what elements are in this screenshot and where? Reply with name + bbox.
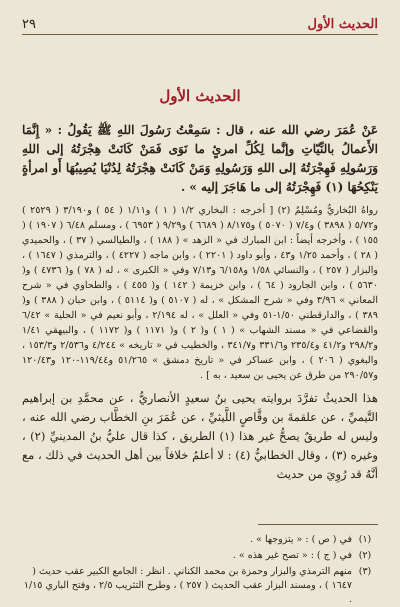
- footnotes: [22, 533, 378, 607]
- footnote-number: (١): [358, 534, 372, 545]
- footnote: [22, 549, 378, 563]
- footnote: [22, 533, 378, 547]
- footnote-text: في ( ص ) : « يتزوجها » .: [250, 534, 352, 545]
- hadith-text: عَنْ عُمَرَ رضي الله عنه ، قال : سَمِعْتُ رَسُولَ اللهِ ﷺ يَقُولُ : « إِنَّمَا الأَعمالُ بالنِّيّاتِ وإنَّما لِكُلِّ امرئٍ ما نَوَى فَمَنْ كَانَتْ هِجْرَتُهُ إلى اللهِ وَرَسُولِهِ فَهِجْرَتُهُ إلى اللهِ وَرَسُولِهِ وَمَنْ كَانَتْ هِجْرَتُهُ لِدُنْيَا يُصِيبُهَا أَو امرأةٍ يَنْكِحُهَا (١) فَهِجْرَتُهُ إلى ما هَاجَرَ إليه » .: [22, 123, 378, 194]
- takhrij-text: رواهُ البُخاريُّ ومُسْلِمٌ (٢) [ أخرجه : البخاري ١/٢ ( ١ ) و١/١١ ( ٥٤ ) و٣/١٩٠ ( ٢٥٢٩ ) و٥/٧٢ ( ٣٨٩٨ ) و٧/٤ ( ٥٠٧٠ ) و٨/١٧٥ ( ٦٦٨٩ ) و٩/٢٩ ( ٦٩٥٣ ) ، ومسلم ٦/٤٨ ( ١٩٠٧ ) ( ١٥٥ ) ، وأخرجه أيضاً : ابن المبارك في « الزهد » ( ١٨٨ ) ، والطيالسي ( ٣٧ ) ، والحميدي ( ٢٨ ) ، وأحمد ١/٢٥ و٤٣ ، وأبو داود ( ٢٢٠١ ) ، وابن ماجه ( ٤٢٢٧ ) ، والترمذي ( ١٦٤٧ ) ، والبزار ( ٢٥٧ ) ، والنسائي ١/٥٨ و٦/١٥٨ و٧/١٣ وفي « الكبرى » ، له ( ٧٨ ) و( ٤٧٣٦ ) و( ٥٦٣٠ ) ، وابن الجارود ( ٦٤ ) ، وابن خزيمة ( ١٤٢ ) و( ٤٥٥ ) ، والطحاوي في « شرح المعاني » ٣/٩٦ وفي « شرح المشكل » ، له ( ٥١٠٧ ) و( ٥١١٤ ) ، وابن حبان ( ٣٨٨ ) و( ٣٨٩ ) ، والدارقطني ١/٥٠-٥١ وفي « العلل » ، له ٢/١٩٤ ، وأبو نعيم في « الحلية » ٦/٤٢ والقضاعي في « مسند الشهاب » ( ١ ) و( ٢ ) و( ١١٧١ ) و( ١١٧٢ ) ، والبيهقي ١/٤١ و٢٩٨/٢ و٤١/٢ و٢٣٥/٤ و٣٣١/٦ و٣٤١/٧ ، والخطيب في « تاريخه » ٤/٢٤٤ و٢/٥٣٦ و١٥٣/٣ ، والبغوي ( ٢٠٦ ) ، وابن عساكر في « تاريخ دمشق » ٥١/٢٦٥ و١١٩/٤٤-١٢٠ و١٢٠/٤٣ و٢٩٠/٥٧ من طرق عن يحيى بن سعيد ، به ] .: [22, 205, 379, 381]
- footnote-divider: [258, 524, 378, 525]
- page-number: ٢٩: [22, 17, 36, 32]
- running-title: الحديث الأول: [307, 17, 378, 32]
- chapter-title: الحديث الأول: [159, 87, 241, 105]
- footnote-number: (٢): [358, 550, 372, 561]
- commentary-text: هذا الحديثُ تفرَّدَ بروايته يحيى بنُ سعيدٍ الأنصاريُّ ، عن محمَّدِ بن إبراهيم التَّيميِّ ، عن علقمةَ بن وقَّاصٍ اللَّيثيِّ ، عن عُمَرَ بنِ الخطَّاب رضي الله عنه ، وليس له طريقٌ يصحُّ غير هذا (١) الطريق ، كذا قال عليُّ بنُ المدينيِّ (٢) ، وغيره (٣) ، وقال الخطابيُّ (٤) : لا أعلمُ خلافاً بين أهل الحديث في ذلك ، مع أنَّهُ قد رُوِيَ من حديث: [22, 391, 378, 481]
- footnote-text: منهم الترمذي والبزار وحمزة بن محمد الكناني . انظر : الجامع الكبير عقب حديث ( ١٦٤٧ ) ، ومسند البزار عقب الحديث ( ٢٥٧ ) ، وطرح التثريب ٢/٥ ، وفتح الباري ١/١٥ .: [23, 566, 352, 605]
- footnote-number: (٣): [358, 566, 372, 577]
- page-header: [22, 8, 378, 35]
- footnote: [22, 565, 378, 607]
- footnote-text: في ( ج ) : « تصح غير هذه » .: [232, 550, 352, 561]
